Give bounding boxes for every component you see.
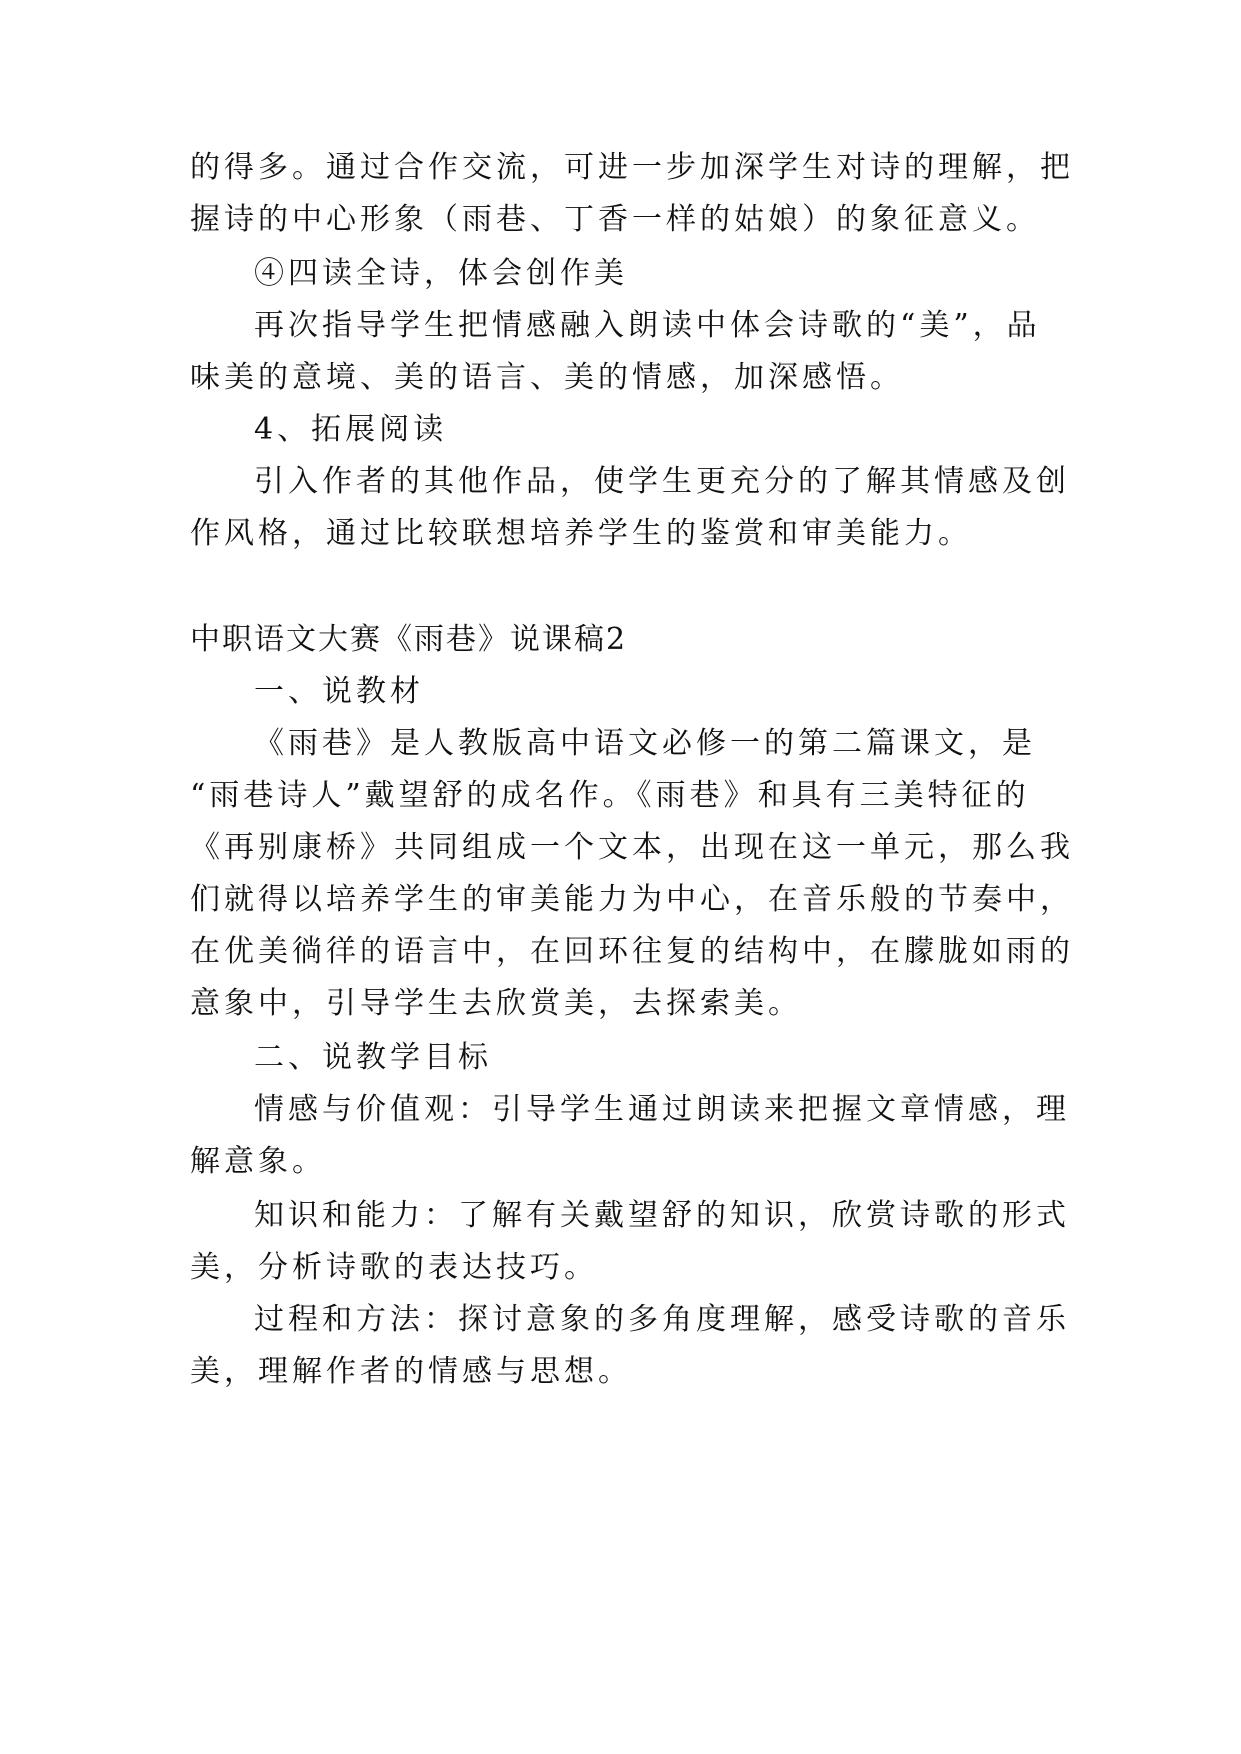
paragraph-line: 知识和能力：了解有关戴望舒的知识，欣赏诗歌的形式 xyxy=(254,1198,1070,1233)
subheading-read-four: ④四读全诗，体会创作美 xyxy=(254,256,628,291)
paragraph-line: 解意象。 xyxy=(190,1144,326,1179)
paragraph-line: 过程和方法：探讨意象的多角度理解，感受诗歌的音乐 xyxy=(254,1302,1070,1337)
heading-teaching-goals: 二、说教学目标 xyxy=(254,1040,492,1075)
paragraph-line: “雨巷诗人”戴望舒的成名作。《雨巷》和具有三美特征的 xyxy=(190,778,1030,813)
heading-textbook: 一、说教材 xyxy=(254,674,424,709)
paragraph-line: 《再别康桥》共同组成一个文本，出现在这一单元，那么我 xyxy=(190,830,1074,865)
section-title: 中职语文大赛《雨巷》说课稿2 xyxy=(190,622,628,657)
paragraph-line: 引入作者的其他作品，使学生更充分的了解其情感及创 xyxy=(254,464,1070,499)
paragraph-line: 《雨巷》是人教版高中语文必修一的第二篇课文，是 xyxy=(254,726,1036,761)
paragraph-line: 再次指导学生把情感融入朗读中体会诗歌的“美”，品 xyxy=(254,308,1041,343)
subheading-extended-reading: 4、拓展阅读 xyxy=(254,412,448,447)
paragraph-line: 情感与价值观：引导学生通过朗读来把握文章情感，理 xyxy=(254,1092,1070,1127)
paragraph-line: 美，理解作者的情感与思想。 xyxy=(190,1354,632,1389)
paragraph-line: 意象中，引导学生去欣赏美，去探索美。 xyxy=(190,986,802,1021)
paragraph-line: 们就得以培养学生的审美能力为中心，在音乐般的节奏中， xyxy=(190,882,1074,917)
paragraph-line: 的得多。通过合作交流，可进一步加深学生对诗的理解，把 xyxy=(190,150,1074,185)
paragraph-line: 握诗的中心形象（雨巷、丁香一样的姑娘）的象征意义。 xyxy=(190,202,1040,237)
paragraph-line: 美，分析诗歌的表达技巧。 xyxy=(190,1250,598,1285)
paragraph-line: 作风格，通过比较联想培养学生的鉴赏和审美能力。 xyxy=(190,516,972,551)
paragraph-line: 味美的意境、美的语言、美的情感，加深感悟。 xyxy=(190,360,904,395)
paragraph-line: 在优美徜徉的语言中，在回环往复的结构中，在朦胧如雨的 xyxy=(190,934,1074,969)
